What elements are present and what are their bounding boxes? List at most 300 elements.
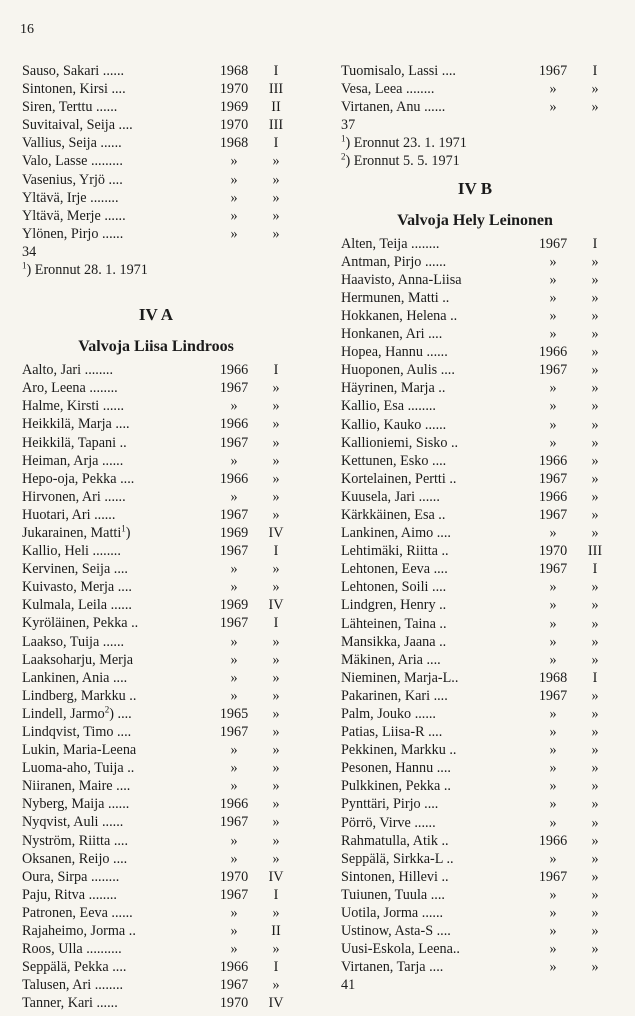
- student-name: [22, 452, 123, 470]
- student-name: [341, 596, 446, 614]
- class-level: »: [272, 452, 280, 469]
- student-name-text: Rahmatulla, Atik ..: [341, 832, 449, 849]
- entry-year: 1966: [538, 344, 568, 361]
- entry-year: 1967: [219, 506, 249, 523]
- list-item: [341, 506, 609, 524]
- student-name-text: Mäkinen, Aria ....: [341, 651, 441, 668]
- student-name-text: Sintonen, Kirsi ....: [22, 81, 126, 98]
- class-level: »: [272, 904, 280, 921]
- list-item: [22, 578, 290, 596]
- student-name-text: Lindell, Jarmo: [22, 705, 105, 722]
- student-name: [341, 542, 449, 560]
- student-name-text: Laakso, Tuija ......: [22, 633, 125, 650]
- student-name-text: Vasenius, Yrjö ....: [22, 171, 123, 188]
- student-name: [341, 777, 451, 795]
- student-name-text: Aro, Leena ........: [22, 380, 118, 397]
- entry-year: 1966: [538, 452, 568, 469]
- entry-year: »: [549, 253, 557, 270]
- class-level: IV: [268, 597, 284, 614]
- student-name: [22, 578, 132, 596]
- list-item: [22, 832, 290, 850]
- student-name: [22, 994, 118, 1012]
- list-item: [22, 488, 290, 506]
- list-item: [22, 777, 290, 795]
- footnote-text: ) Eronnut 5. 5. 1971: [345, 153, 460, 170]
- student-name-text: Siren, Terttu ......: [22, 99, 118, 116]
- student-name-text: Hopea, Hannu ......: [341, 344, 448, 361]
- list-item: [22, 633, 290, 651]
- entry-year: 1969: [219, 524, 249, 541]
- entry-year: 1967: [538, 506, 568, 523]
- student-name: [22, 98, 117, 116]
- entry-year: »: [230, 398, 238, 415]
- entry-year: »: [230, 687, 238, 704]
- student-name-text: Yltävä, Irje ........: [22, 189, 119, 206]
- class-level: »: [591, 470, 599, 487]
- student-name: [341, 343, 448, 361]
- student-name-text: Häyrinen, Marja ..: [341, 380, 446, 397]
- list-item: [22, 813, 290, 831]
- class-level: »: [591, 706, 599, 722]
- student-name: [22, 886, 117, 904]
- student-name-text: Uusi-Eskola, Leena..: [341, 941, 460, 958]
- student-name-text: Honkanen, Ari ....: [341, 326, 443, 343]
- student-name-text: Tanner, Kari ......: [22, 995, 118, 1012]
- student-name: [341, 452, 446, 470]
- list-item: [22, 434, 290, 452]
- list-item: [341, 253, 609, 271]
- class-level: »: [272, 651, 280, 668]
- student-name-text: Vallius, Seija ......: [22, 135, 122, 152]
- student-name-text: Lehtimäki, Riitta ..: [341, 543, 449, 560]
- student-name: [22, 62, 124, 80]
- class-level: »: [272, 742, 280, 759]
- class-level: I: [273, 959, 279, 976]
- student-name: [22, 850, 127, 868]
- student-name: [341, 886, 445, 904]
- list-item: [22, 225, 290, 243]
- student-name-text: Halme, Kirsti ......: [22, 398, 125, 415]
- list-item: [341, 850, 609, 868]
- entry-year: 1967: [538, 362, 568, 379]
- entry-year: »: [549, 289, 557, 306]
- student-name-text: Pynttäri, Pirjo ....: [341, 796, 439, 813]
- list-item: [22, 596, 290, 614]
- class-level: »: [272, 506, 280, 523]
- class-level: »: [272, 977, 280, 994]
- student-name: [341, 705, 436, 723]
- student-name-text: Ylönen, Pirjo ......: [22, 225, 124, 242]
- class-level: »: [272, 832, 280, 849]
- student-name: [341, 98, 445, 116]
- student-name: [22, 976, 123, 994]
- class-level: »: [272, 941, 280, 958]
- student-name: [341, 506, 445, 524]
- list-item: [22, 651, 290, 669]
- student-name: [22, 207, 126, 225]
- student-name: [341, 759, 451, 777]
- list-item: [22, 470, 290, 488]
- entry-year: »: [230, 488, 238, 505]
- class-level: »: [272, 561, 280, 578]
- list-item: [22, 361, 290, 379]
- student-name: [22, 361, 113, 379]
- entry-year: 1968: [219, 135, 249, 152]
- student-name-text: Kallio, Kauko ......: [341, 416, 447, 433]
- entry-year: »: [549, 724, 557, 741]
- student-name-text: Valo, Lasse .........: [22, 153, 123, 170]
- entry-year: »: [549, 525, 557, 542]
- list-item: [22, 687, 290, 705]
- list-item: [341, 940, 609, 958]
- list-item: [341, 235, 609, 253]
- supervisor-heading: Valvoja Liisa Lindroos: [78, 338, 234, 356]
- class-level: »: [272, 380, 280, 397]
- student-name-text: Heikkilä, Marja ....: [22, 416, 130, 433]
- class-level: »: [272, 814, 280, 831]
- class-total: 41: [341, 977, 356, 994]
- list-item: [22, 922, 290, 940]
- student-name: [341, 80, 434, 98]
- footnote-text: ) Eronnut 23. 1. 1971: [345, 135, 467, 152]
- list-item: [341, 62, 609, 80]
- class-level: »: [272, 579, 280, 596]
- class-level: »: [591, 941, 599, 958]
- class-level: »: [591, 850, 599, 867]
- student-name-text: Alten, Teija ........: [341, 235, 440, 252]
- list-item: [22, 868, 290, 886]
- entry-year: »: [230, 225, 238, 242]
- list-item: [22, 80, 290, 98]
- entry-year: 1970: [219, 995, 249, 1012]
- student-name-text: Pesonen, Hannu ....: [341, 760, 451, 777]
- entry-year: »: [549, 923, 557, 940]
- student-name-text: Hermunen, Matti ..: [341, 289, 450, 306]
- student-name-text: Kyröläinen, Pekka ..: [22, 615, 139, 632]
- entry-year: 1968: [538, 669, 568, 686]
- entry-year: 1967: [219, 380, 249, 397]
- entry-year: 1969: [219, 597, 249, 614]
- student-name: [22, 379, 118, 397]
- student-name-text: Kuivasto, Merja ....: [22, 579, 132, 596]
- list-item: [341, 868, 609, 886]
- student-name: [22, 116, 133, 134]
- student-name-text: Virtanen, Anu ......: [341, 99, 446, 116]
- list-item: [341, 832, 609, 850]
- student-name-text: Heiman, Arja ......: [22, 452, 124, 469]
- entry-year: »: [549, 326, 557, 343]
- list-item: [341, 416, 609, 434]
- list-item: [341, 434, 609, 452]
- class-level: »: [591, 687, 599, 704]
- student-name-text: Lindberg, Markku ..: [22, 687, 137, 704]
- class-level: I: [273, 135, 279, 152]
- list-item: [341, 814, 609, 832]
- left-column: [22, 62, 290, 1013]
- list-item: [341, 705, 609, 723]
- entry-year: »: [230, 904, 238, 921]
- student-name-text: Patronen, Eeva ......: [22, 904, 133, 921]
- spacer: [22, 279, 290, 297]
- list-item: [22, 976, 290, 994]
- class-level: »: [591, 99, 599, 116]
- student-name-text: Palm, Jouko ......: [341, 706, 436, 722]
- student-name: [341, 850, 454, 868]
- student-name-text: Yltävä, Merje ......: [22, 207, 126, 224]
- list-item: [341, 687, 609, 705]
- list-item: [341, 886, 609, 904]
- entry-year: 1967: [219, 724, 249, 740]
- list-item: [22, 850, 290, 868]
- list-item: [22, 415, 290, 433]
- right-column: [341, 62, 609, 995]
- list-item: [22, 723, 290, 741]
- entry-year: 1967: [219, 977, 249, 994]
- class-level: »: [591, 742, 599, 759]
- student-name-text: Pakarinen, Kari ....: [341, 687, 448, 704]
- list-item: [341, 596, 609, 614]
- class-level: I: [592, 561, 598, 578]
- list-item: [341, 289, 609, 307]
- list-item: [341, 578, 609, 596]
- entry-year: »: [549, 271, 557, 288]
- class-level: »: [591, 796, 599, 813]
- list-item: [22, 940, 290, 958]
- student-name: [22, 777, 130, 795]
- student-name: [22, 488, 126, 506]
- class-level: »: [591, 362, 599, 379]
- student-name: [22, 134, 122, 152]
- student-name: [341, 488, 440, 506]
- page-number: 16: [20, 22, 34, 37]
- student-name-text: Nyqvist, Auli ......: [22, 814, 124, 831]
- class-level: »: [272, 760, 280, 777]
- entry-year: 1967: [538, 470, 568, 487]
- entry-year: »: [549, 597, 557, 614]
- student-name: [22, 225, 123, 243]
- student-name-text: Roos, Ulla ..........: [22, 941, 122, 958]
- student-name-text: Sintonen, Hillevi ..: [341, 868, 449, 885]
- student-name: [341, 578, 446, 596]
- student-name: [22, 189, 119, 207]
- student-name-text: Kuusela, Jari ......: [341, 488, 440, 505]
- list-item: [341, 488, 609, 506]
- entry-year: 1967: [219, 434, 249, 451]
- entry-year: 1967: [538, 63, 568, 79]
- class-level: IV: [268, 868, 284, 885]
- student-name: [341, 397, 436, 415]
- list-item: [22, 669, 290, 687]
- student-name-text: Kettunen, Esko ....: [341, 452, 447, 469]
- student-name: [22, 922, 136, 940]
- list-item: [341, 452, 609, 470]
- entry-year: 1966: [219, 796, 249, 813]
- list-item: [22, 614, 290, 632]
- class-total: 37: [341, 117, 356, 134]
- student-name-text: Nieminen, Marja-L..: [341, 669, 459, 686]
- class-level: »: [591, 398, 599, 415]
- list-item: [341, 80, 609, 98]
- entry-year: »: [549, 959, 557, 976]
- student-name-text: Patias, Liisa-R ....: [341, 724, 443, 741]
- student-name: [22, 397, 124, 415]
- list-item: [341, 669, 609, 687]
- section-heading: IV A: [138, 305, 174, 325]
- class-level: I: [273, 886, 279, 903]
- list-item: [341, 379, 609, 397]
- class-level: »: [591, 724, 599, 741]
- list-item: [22, 62, 290, 80]
- class-level: »: [591, 380, 599, 397]
- student-name: [22, 171, 123, 189]
- class-level: »: [272, 488, 280, 505]
- student-name: [22, 813, 123, 831]
- entry-year: 1967: [219, 886, 249, 903]
- student-name-text: Lindqvist, Timo ....: [22, 724, 132, 740]
- class-level: »: [272, 416, 280, 433]
- list-item: [22, 886, 290, 904]
- student-name: [341, 832, 449, 850]
- entry-year: »: [549, 579, 557, 596]
- student-name-text: Antman, Pirjo ......: [341, 253, 447, 270]
- student-name: [341, 62, 456, 80]
- entry-year: 1966: [538, 488, 568, 505]
- list-item: [341, 904, 609, 922]
- class-level: II: [271, 923, 281, 940]
- entry-year: »: [549, 434, 557, 451]
- footnote-close: ): [125, 524, 131, 541]
- list-item: [341, 958, 609, 976]
- entry-year: »: [230, 171, 238, 188]
- student-name: [22, 80, 126, 98]
- list-item: [341, 651, 609, 669]
- student-name: [341, 560, 448, 578]
- entry-year: 1969: [219, 99, 249, 116]
- student-name-text: Uotila, Jorma ......: [341, 905, 444, 922]
- class-level: »: [591, 633, 599, 650]
- student-name: [22, 868, 119, 886]
- entry-year: 1967: [538, 561, 568, 578]
- entry-year: 1966: [219, 470, 249, 487]
- class-level: »: [591, 579, 599, 596]
- student-name: [341, 741, 456, 759]
- class-level: »: [272, 470, 280, 487]
- student-name-text: Lankinen, Aimo ....: [341, 525, 451, 542]
- entry-year: »: [230, 579, 238, 596]
- class-level: »: [591, 814, 599, 831]
- student-name: [341, 235, 439, 253]
- entry-year: »: [549, 307, 557, 324]
- student-name-text: Hirvonen, Ari ......: [22, 488, 126, 505]
- class-level: III: [268, 81, 284, 98]
- list-item: [341, 98, 609, 116]
- student-name-text: Talusen, Ari ........: [22, 977, 124, 994]
- class-level: »: [272, 171, 280, 188]
- student-name-text: Oksanen, Reijo ....: [22, 850, 128, 867]
- list-item: [341, 777, 609, 795]
- class-level: »: [272, 207, 280, 224]
- list-item: [22, 506, 290, 524]
- student-name-text: Laaksoharju, Merja: [22, 651, 134, 668]
- list-item: [341, 470, 609, 488]
- student-name-text: Huotari, Ari ......: [22, 506, 116, 523]
- class-total: 34: [22, 243, 37, 260]
- student-name: [22, 633, 124, 651]
- student-name: [22, 415, 130, 433]
- list-item: [22, 759, 290, 777]
- class-level: IV: [268, 995, 284, 1012]
- student-name: [341, 651, 441, 669]
- student-name: [22, 434, 127, 452]
- student-name-text: Virtanen, Tarja ....: [341, 959, 444, 976]
- entry-year: »: [549, 380, 557, 397]
- entry-year: 1967: [538, 868, 568, 885]
- class-level: »: [272, 434, 280, 451]
- class-level: »: [591, 81, 599, 98]
- class-level: »: [272, 189, 280, 206]
- student-name-text: Kervinen, Seija ....: [22, 561, 128, 578]
- student-name-text: Jukarainen, Matti: [22, 524, 122, 541]
- entry-year: »: [230, 633, 238, 650]
- entry-year: 1966: [538, 832, 568, 849]
- student-name: [341, 289, 449, 307]
- footnote-close: ) ....: [109, 705, 132, 722]
- class-level: »: [591, 289, 599, 306]
- entry-year: 1967: [219, 543, 249, 560]
- entry-year: »: [230, 153, 238, 170]
- footnote: [22, 261, 290, 279]
- list-item: [22, 397, 290, 415]
- footnote-marker: 1: [22, 260, 27, 271]
- list-item: [341, 615, 609, 633]
- class-level: »: [272, 225, 280, 242]
- class-level: »: [591, 488, 599, 505]
- class-level: I: [592, 669, 598, 686]
- student-name-text: Suvitaival, Seija ....: [22, 117, 133, 134]
- student-name-text: Ustinow, Asta-S ....: [341, 923, 451, 940]
- class-level: »: [272, 633, 280, 650]
- student-name-text: Vesa, Leea ........: [341, 81, 435, 98]
- class-level: III: [587, 543, 603, 560]
- class-level: »: [591, 344, 599, 361]
- class-level: I: [273, 362, 279, 379]
- student-name: [341, 470, 456, 488]
- entry-year: »: [230, 452, 238, 469]
- entry-year: »: [549, 814, 557, 831]
- entry-year: 1966: [219, 416, 249, 433]
- class-level: »: [591, 868, 599, 885]
- student-name-text: Tuiunen, Tuula ....: [341, 886, 445, 903]
- student-name: [341, 814, 436, 832]
- student-name: [341, 958, 443, 976]
- entry-year: »: [549, 81, 557, 98]
- list-item: [341, 325, 609, 343]
- student-name: [341, 669, 458, 687]
- list-item: [22, 994, 290, 1012]
- list-item: [341, 560, 609, 578]
- student-name: [22, 651, 133, 669]
- list-item: [22, 379, 290, 397]
- class-level: »: [591, 778, 599, 795]
- student-name-text: Rajaheimo, Jorma ..: [22, 923, 136, 940]
- entry-year: »: [549, 706, 557, 722]
- student-name-text: Kortelainen, Pertti ..: [341, 470, 457, 487]
- student-name: [22, 723, 131, 741]
- section-heading: IV B: [457, 178, 493, 198]
- student-name-text: Pulkkinen, Pekka ..: [341, 778, 451, 795]
- student-name-text: Hokkanen, Helena ..: [341, 307, 458, 324]
- class-level: »: [591, 959, 599, 976]
